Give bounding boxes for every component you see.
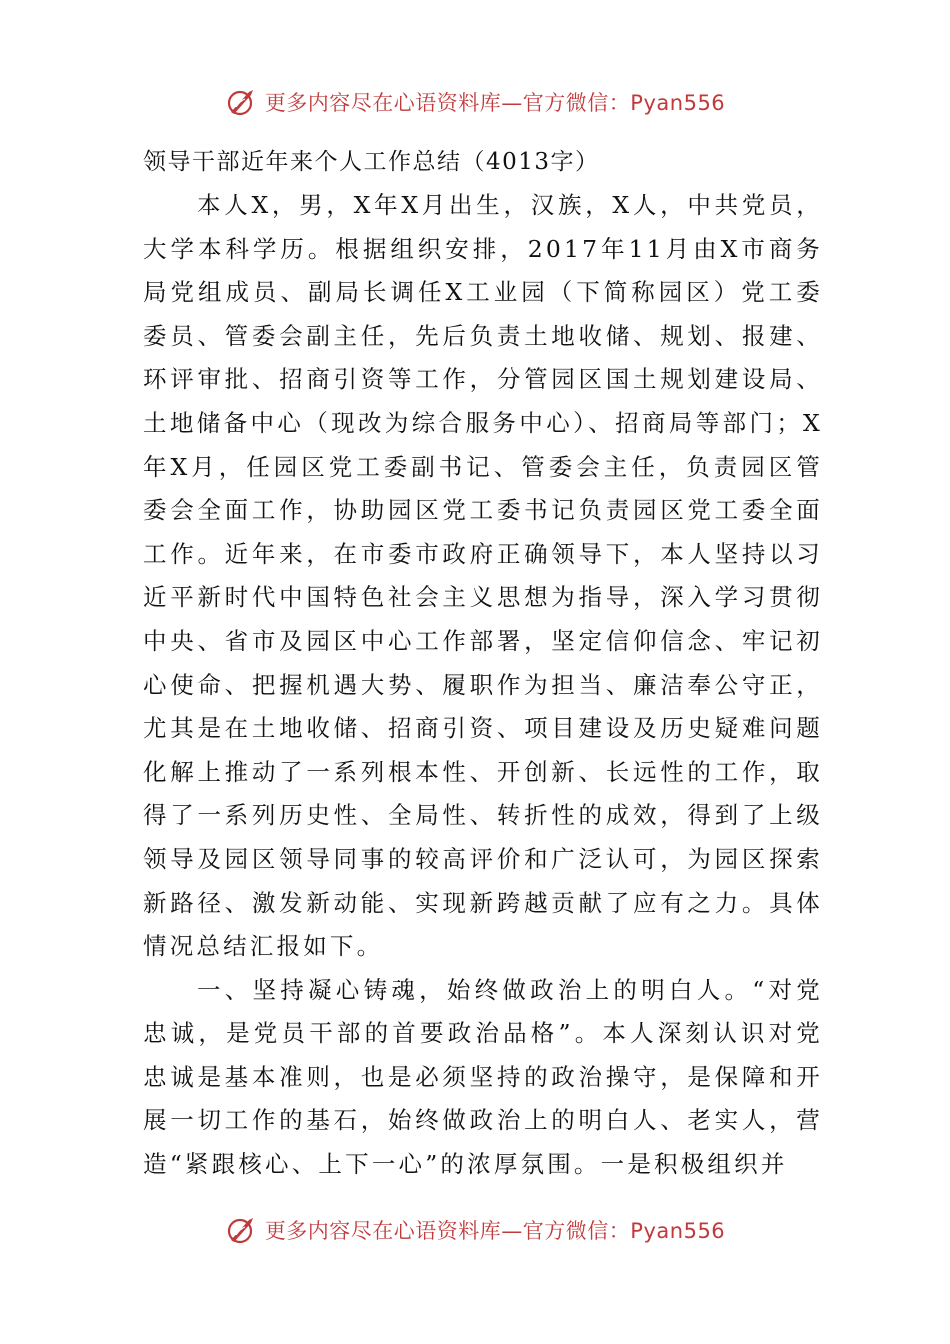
paragraph-intro: 本人X，男，X年X月出生，汉族，X人，中共党员，大学本科学历。根据组织安排，2017年11月由X市商务局党组成员、副局长调任X工业园（下简称园区）党工委委员、管委会副主任，先后负责土地收储、规划、报建、环评审批、招商引资等工作，分管园区国土规划建设局、土地储备中心（现改为综合服务中心）、招商局等部门；X年X月，任园区党工委副书记、管委会主任，负责园区管委会全面工作，协助园区党工委书记负责园区党工委全面工作。近年来，在市委市政府正确领导下，本人坚持以习近平新时代中国特色社会主义思想为指导，深入学习贯彻中央、省市及园区中心工作部署，坚定信仰信念、牢记初心使命、把握机遇大势、履职作为担当、廉洁奉公守正，尤其是在土地收储、招商引资、项目建设及历史疑难问题化解上推动了一系列根本性、开创新、长远性的工作，取得了一系列历史性、全局性、转折性的成效，得到了上级领导及园区领导同事的较高评价和广泛认可，为园区探索新路径、激发新动能、实现新跨越贡献了应有之力。具体情况总结汇报如下。 <box>143 191 823 961</box>
watermark-footer <box>0 1210 950 1250</box>
document-title: 领导干部近年来个人工作总结（4013字） <box>143 149 600 175</box>
document-body <box>143 140 823 1187</box>
pen-circle-logo-icon <box>225 86 257 118</box>
paragraph-section-one: 一、坚持凝心铸魂，始终做政治上的明白人。“对党忠诚，是党员干部的首要政治品格”。本人深刻认识对党忠诚是基本准则，也是必须坚持的政治操守，是保障和开展一切工作的基石，始终做政治上的明白人、老实人，营造“紧跟核心、上下一心”的浓厚氛围。一是积极组织并 <box>143 975 823 1179</box>
watermark-header <box>0 82 950 122</box>
pen-circle-logo-icon <box>225 1214 257 1246</box>
watermark-text: 更多内容尽在心语资料库—官方微信：Pyan556 <box>264 91 726 115</box>
watermark-text: 更多内容尽在心语资料库—官方微信：Pyan556 <box>264 1219 726 1243</box>
